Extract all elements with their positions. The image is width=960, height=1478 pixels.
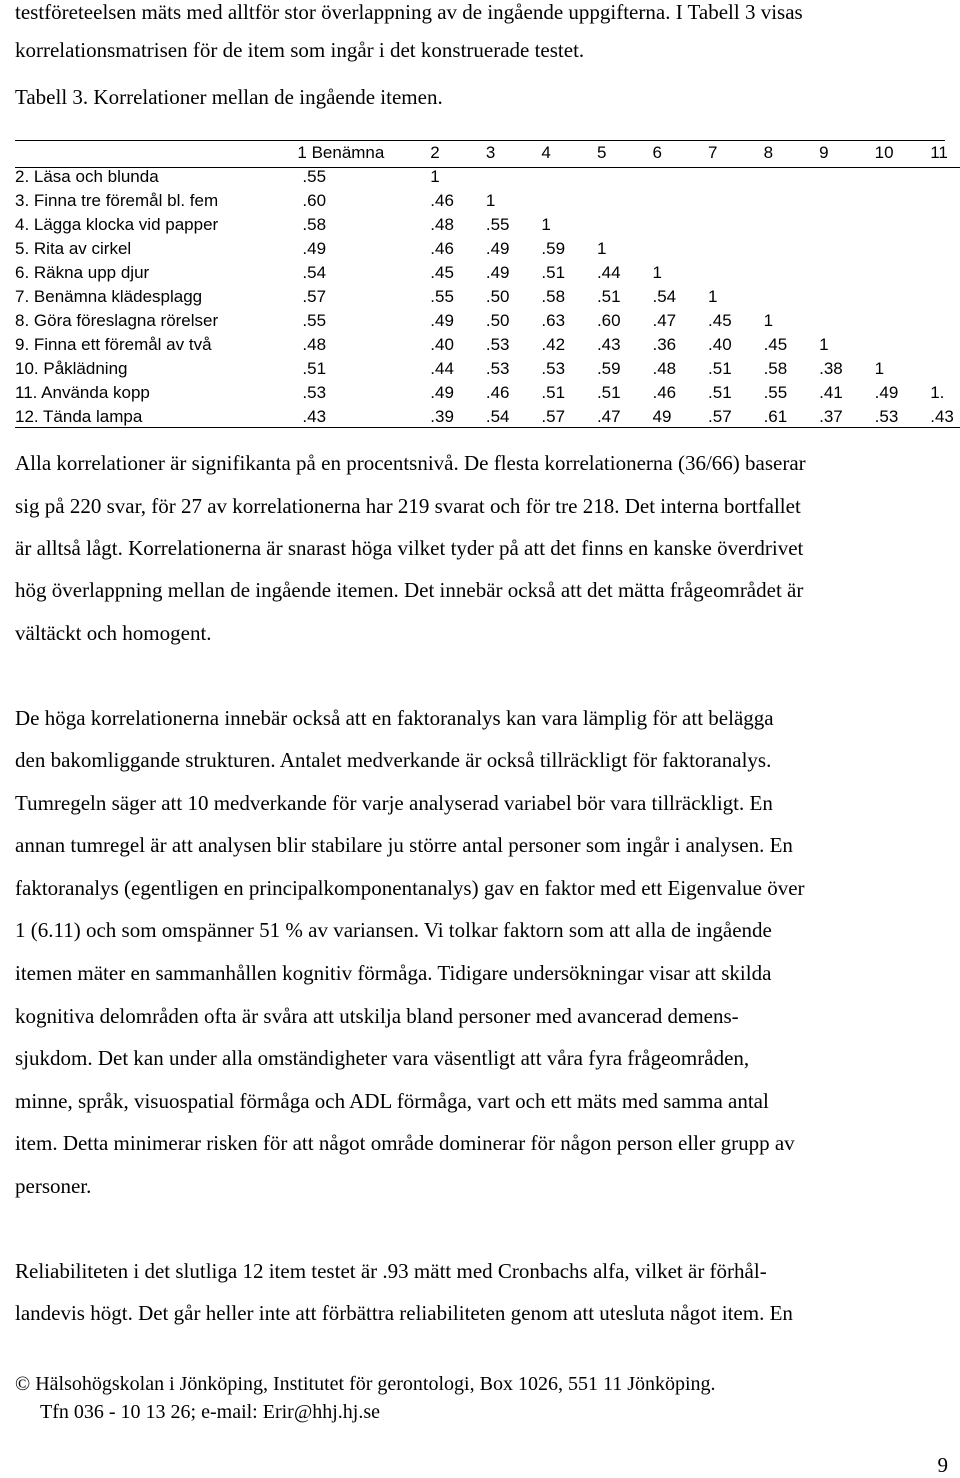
table-cell: .53 (485, 335, 510, 354)
table-cell: .39 (430, 407, 454, 426)
table-cell: .58 (302, 215, 327, 234)
table-cell (930, 357, 960, 381)
table-cell: .47 (596, 407, 621, 426)
table-cell (764, 285, 820, 309)
para3-line-2: landevis högt. Det går heller inte att förbättra reliabiliteten genom att utesluta något item. En (15, 1301, 793, 1325)
table-cell: .55 (302, 167, 327, 186)
table-cell: .54 (485, 407, 510, 426)
table-cell: .44 (430, 359, 454, 378)
table-cell (597, 165, 653, 189)
table-cell (652, 165, 708, 189)
table-cell: .53 (874, 407, 899, 426)
table-cell (597, 213, 653, 237)
table-cell: .36 (652, 335, 677, 354)
table-cell: .49 (485, 263, 510, 282)
table-cell: .59 (541, 239, 566, 258)
table-cell (708, 237, 764, 261)
table-cell (819, 189, 875, 213)
table-row (15, 405, 960, 429)
table-cell (708, 165, 764, 189)
table-cell: .53 (302, 383, 327, 402)
table-cell: .54 (302, 263, 327, 282)
para1-line-4: hög överlappning mellan de ingående itemen. Det innebär också att det mätta frågeområdet är (15, 578, 804, 602)
intro-line-2: korrelationsmatrisen för de item som ingår i det konstruerade testet. (15, 38, 585, 62)
para2-line-12: personer. (15, 1174, 92, 1198)
table-cell (764, 261, 820, 285)
table-row (15, 333, 960, 357)
table-cell (819, 237, 875, 261)
table-header-blank (15, 141, 297, 165)
table-cell (930, 213, 960, 237)
table-cell: .58 (763, 359, 788, 378)
table-cell: .51 (708, 359, 732, 378)
table-cell: .63 (541, 311, 566, 330)
para3-line-1: Reliabiliteten i det slutliga 12 item testet är .93 mätt med Cronbachs alfa, vilket är förhål- (15, 1259, 767, 1283)
table-cell (652, 237, 708, 261)
table-cell (875, 309, 931, 333)
table-cell: .49 (430, 311, 454, 330)
row-label: 7. Benämna klädesplagg (15, 287, 203, 306)
table-cell: 1 (763, 311, 774, 330)
table-cell: .49 (302, 239, 327, 258)
row-label: 2. Läsa och blunda (15, 167, 159, 186)
table-header-cell: 9 (819, 143, 829, 162)
table-cell (875, 165, 931, 189)
table-cell: .58 (541, 287, 566, 306)
table-header-row (15, 141, 960, 165)
table-cell: 1 (652, 263, 662, 282)
table-cell (930, 189, 960, 213)
table-row (15, 189, 960, 213)
table-cell (819, 165, 875, 189)
table-cell: .51 (596, 383, 621, 402)
row-label: 12. Tända lampa (15, 407, 143, 426)
para1-line-5: vältäckt och homogent. (15, 621, 212, 645)
table-cell: 1 (485, 191, 496, 210)
table-cell (819, 309, 875, 333)
row-label: 10. Påklädning (15, 359, 128, 378)
table-cell: .40 (708, 335, 732, 354)
table-cell (875, 285, 931, 309)
table-cell (875, 261, 931, 285)
table-cell (486, 165, 542, 189)
footer-line-1: © Hälsohögskolan i Jönköping, Institutet för gerontologi, Box 1026, 551 11 Jönköping. (15, 1373, 716, 1395)
table-cell: .51 (596, 287, 621, 306)
para2-line-8: kognitiva delområden ofta är svåra att utskilja bland personer med avancerad demens- (15, 1004, 739, 1028)
table-cell: .51 (708, 383, 732, 402)
table-cell (875, 333, 931, 357)
table-cell (541, 165, 597, 189)
table-cell: 1 (430, 167, 440, 186)
table-cell: .45 (430, 263, 454, 282)
table-cell: .45 (708, 311, 732, 330)
table-header-cell: 1 Benämna (297, 143, 385, 162)
page-number: 9 (937, 1453, 948, 1477)
row-label: 8. Göra föreslagna rörelser (15, 311, 219, 330)
table-cell (764, 237, 820, 261)
table-cell: 1 (708, 287, 718, 306)
table-header-cell: 5 (596, 143, 607, 162)
table-row (15, 285, 960, 309)
table-cell (819, 285, 875, 309)
table-row (15, 381, 960, 405)
table-row (15, 357, 960, 381)
table-cell: .47 (652, 311, 677, 330)
table-cell: .48 (302, 335, 327, 354)
table-cell: .53 (541, 359, 566, 378)
table-cell (708, 213, 764, 237)
table-caption: Tabell 3. Korrelationer mellan de ingående itemen. (15, 85, 443, 109)
table-cell: .55 (485, 215, 510, 234)
table-row (15, 261, 960, 285)
table-cell: .53 (485, 359, 510, 378)
row-label: 11. Använda kopp (15, 383, 150, 402)
table-body (15, 165, 960, 429)
table-cell: .48 (430, 215, 454, 234)
table-cell: 1. (930, 383, 945, 402)
table-cell: 1 (819, 335, 829, 354)
para1-line-2: sig på 220 svar, för 27 av korrelationerna har 219 svarat och för tre 218. Det interna bortfallet (15, 494, 801, 518)
table-cell: .51 (541, 383, 566, 402)
table-cell: 1 (541, 215, 551, 234)
table-cell: 1 (596, 239, 607, 258)
table-cell: .57 (302, 287, 327, 306)
table-cell (652, 189, 708, 213)
para1-line-1: Alla korrelationer är signifikanta på en procentsnivå. De flesta korrelationerna (36/66) baserar (15, 451, 806, 475)
para2-line-1: De höga korrelationerna innebär också att en faktoranalys kan vara lämplig för att belägga (15, 706, 774, 730)
table-cell: .46 (485, 383, 510, 402)
table-row (15, 237, 960, 261)
table-cell (597, 189, 653, 213)
table-cell (764, 189, 820, 213)
table-cell (930, 309, 960, 333)
para2-line-4: annan tumregel är att analysen blir stabilare ju större antal personer som ingår i analysen. En (15, 833, 793, 857)
table-cell: .51 (302, 359, 327, 378)
row-label: 5. Rita av cirkel (15, 239, 132, 258)
para2-line-11: item. Detta minimerar risken för att något område dominerar för någon person eller grupp av (15, 1131, 795, 1155)
para2-line-7: itemen mäter en sammanhållen kognitiv förmåga. Tidigare undersökningar visar att skilda (15, 961, 772, 985)
para2-line-5: faktoranalys (egentligen en principalkomponentanalys) gav en faktor med ett Eigenvalue över (15, 876, 805, 900)
table-cell: .40 (430, 335, 454, 354)
table-header-cell: 8 (763, 143, 774, 162)
table-cell: .60 (596, 311, 621, 330)
table-header-cell: 7 (708, 143, 718, 162)
table-cell (819, 213, 875, 237)
table-cell: .49 (430, 383, 454, 402)
row-label: 4. Lägga klocka vid papper (15, 215, 219, 234)
table-cell: .43 (596, 335, 621, 354)
table-cell: .49 (874, 383, 899, 402)
para2-line-2: den bakomliggande strukturen. Antalet medverkande är också tillräckligt för faktoranalys. (15, 748, 772, 772)
table-cell: .50 (485, 311, 510, 330)
table-cell (708, 189, 764, 213)
table-cell: .43 (302, 407, 327, 426)
table-cell: .43 (930, 407, 954, 426)
correlation-table (15, 141, 960, 429)
table-cell: .57 (708, 407, 732, 426)
table-cell: .59 (596, 359, 621, 378)
para2-line-3: Tumregeln säger att 10 medverkande för varje analyserad variabel bör vara tillräckligt. En (15, 791, 773, 815)
table-cell (930, 237, 960, 261)
table-cell: .46 (430, 239, 454, 258)
table-header-cell: 2 (430, 143, 440, 162)
para2-line-9: sjukdom. Det kan under alla omständigheter vara väsentligt att våra fyra frågeområden, (15, 1046, 750, 1070)
table-header-cell: 6 (652, 143, 662, 162)
table-cell (930, 261, 960, 285)
table-cell (875, 213, 931, 237)
table-cell: .54 (652, 287, 677, 306)
table-row (15, 309, 960, 333)
table-header-cell: 3 (485, 143, 496, 162)
table-cell (764, 165, 820, 189)
table-cell (875, 237, 931, 261)
table-cell (652, 213, 708, 237)
table-cell (930, 285, 960, 309)
table-cell: .50 (485, 287, 510, 306)
table-header-cell: 4 (541, 143, 551, 162)
table-row (15, 213, 960, 237)
footer-line-2: Tfn 036 - 10 13 26; e-mail: Erir@hhj.hj.se (40, 1401, 381, 1423)
table-cell (764, 213, 820, 237)
table-cell: .55 (763, 383, 788, 402)
table-cell: .48 (652, 359, 677, 378)
table-cell: .42 (541, 335, 566, 354)
table-cell: .55 (302, 311, 327, 330)
table-header-cell: 11 (930, 143, 948, 162)
table-cell: .44 (596, 263, 621, 282)
table-cell (875, 189, 931, 213)
table-row (15, 165, 960, 189)
table-cell: .46 (430, 191, 454, 210)
table-cell: .46 (652, 383, 677, 402)
table-cell: .51 (541, 263, 566, 282)
row-label: 3. Finna tre föremål bl. fem (15, 191, 219, 210)
para1-line-3: är alltså lågt. Korrelationerna är snarast höga vilket tyder på att det finns en kanske överdrivet (15, 536, 804, 560)
table-cell: 1 (874, 359, 885, 378)
table-cell (930, 165, 960, 189)
table-cell (819, 261, 875, 285)
table-cell: .60 (302, 191, 327, 210)
table-cell: .61 (763, 407, 788, 426)
table-cell: .49 (485, 239, 510, 258)
table-cell: .38 (819, 359, 843, 378)
table-cell: .57 (541, 407, 566, 426)
table-cell: .55 (430, 287, 454, 306)
table-header-cell: 10 (874, 143, 894, 162)
row-label: 6. Räkna upp djur (15, 263, 150, 282)
table-cell: .45 (763, 335, 788, 354)
table-cell: .37 (819, 407, 843, 426)
table-cell (708, 261, 764, 285)
table-cell: .41 (819, 383, 843, 402)
para2-line-10: minne, språk, visuospatial förmåga och ADL förmåga, vart och ett mäts med samma antal (15, 1089, 769, 1113)
table-cell (930, 333, 960, 357)
row-label: 9. Finna ett föremål av två (15, 335, 212, 354)
table-cell (541, 189, 597, 213)
intro-line-1: testföreteelsen mäts med alltför stor överlappning av de ingående uppgifterna. I Tabell 3 visas (15, 0, 803, 24)
para2-line-6: 1 (6.11) och som omspänner 51 % av variansen. Vi tolkar faktorn som att alla de ingående (15, 918, 772, 942)
table-cell: 49 (652, 407, 672, 426)
